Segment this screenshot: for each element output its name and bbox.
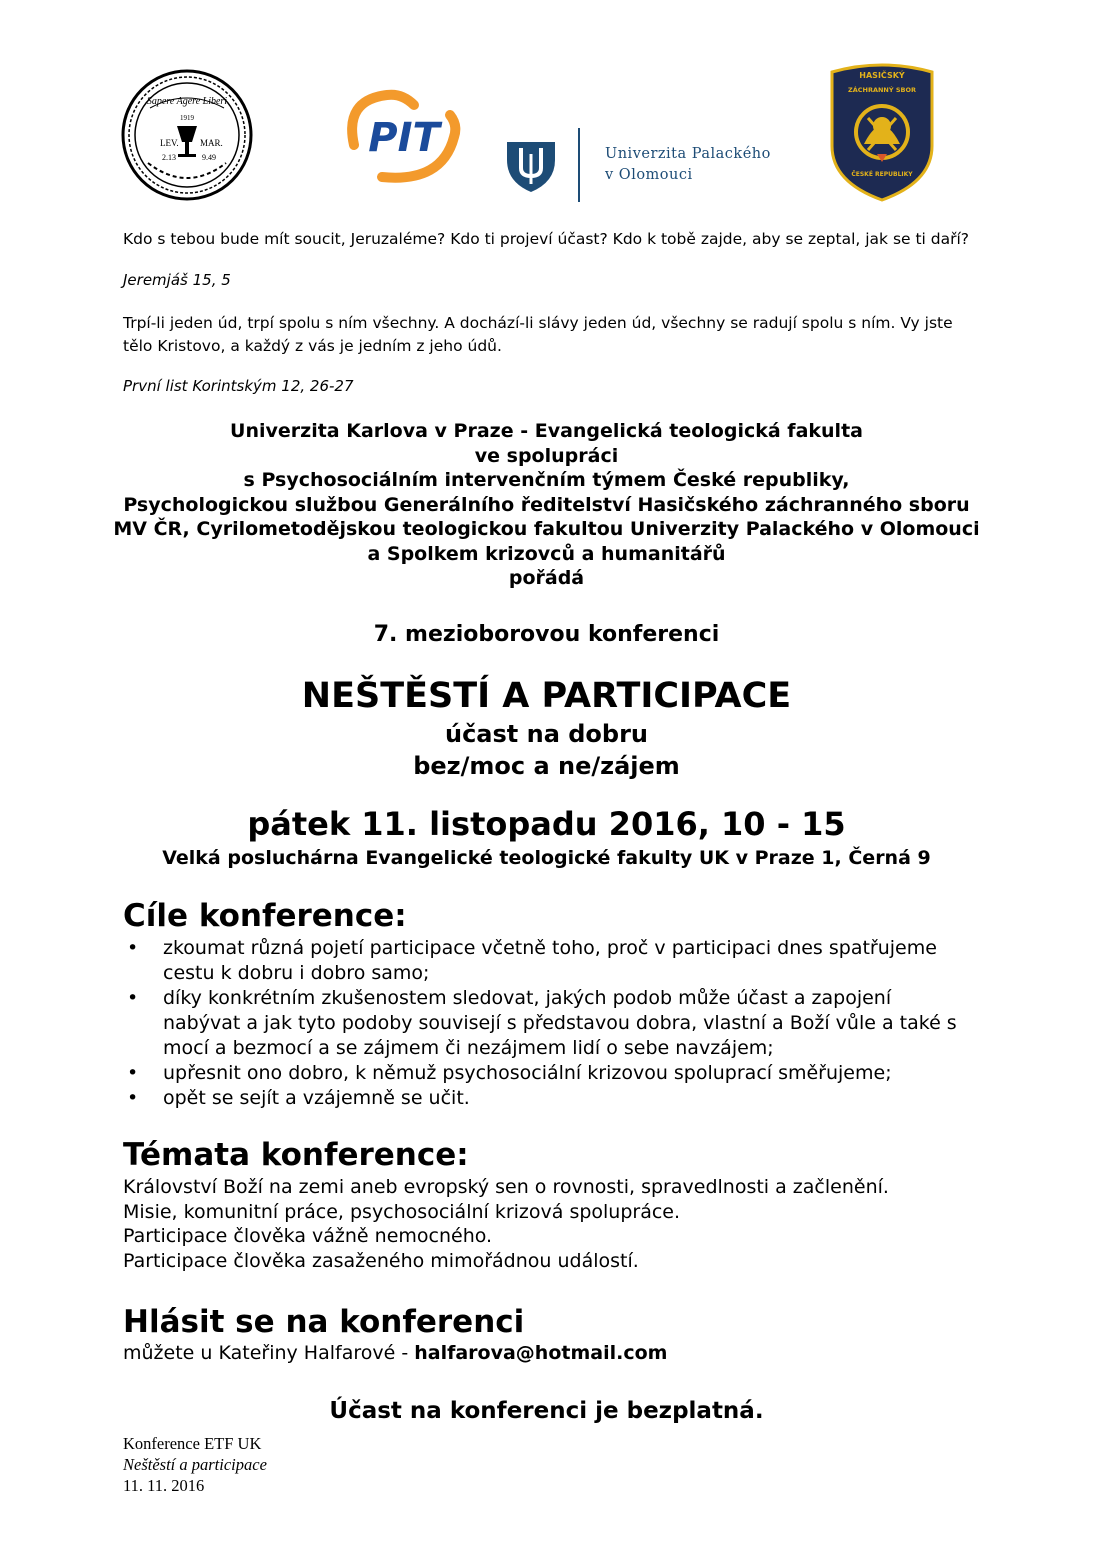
svg-text:LEV.: LEV.	[160, 138, 179, 148]
citation-1: Jeremjáš 15, 5	[123, 271, 231, 289]
hzs-bottom-text: ČESKÉ REPUBLIKY	[851, 171, 913, 178]
footer-line1: Konference ETF UK	[123, 1434, 262, 1453]
list-item: • díky konkrétním zkušenostem sledovat, jakých podob může účast a zapojení nabývat a jak tyto podoby souvisejí s představou dobra, vlastní a Boží vůle a také s mocí a bezmocí a se zájmem či nezájmem lidí o sebe navzájem;	[123, 986, 973, 1061]
organizer-line: a Spolkem krizovců a humanitářů	[367, 542, 726, 565]
pit-logo	[342, 85, 467, 185]
hzs-badge-logo	[828, 58, 936, 203]
conference-venue: Velká posluchárna Evangelické teologické fakulty UK v Praze 1, Černá 9	[162, 847, 931, 869]
organizer-line: Psychologickou službou Generálního ředitelství Hasičského záchranného sboru	[123, 493, 970, 516]
upol-divider	[578, 128, 580, 202]
organizer-line: ve spolupráci	[474, 444, 619, 467]
svg-text:PIT: PIT	[368, 115, 440, 161]
svg-text:9.49: 9.49	[202, 153, 216, 162]
registration-section	[123, 1304, 667, 1364]
hzs-mid-text: ZÁCHRANNÝ SBOR	[847, 86, 917, 94]
conference-date: pátek 11. listopadu 2016, 10 - 15	[247, 805, 846, 843]
etf-seal-logo	[120, 68, 254, 202]
svg-text:1919: 1919	[180, 114, 194, 122]
svg-text:MAR.: MAR.	[200, 138, 223, 148]
organizer-line: pořádá	[508, 567, 585, 589]
conference-tagline-2: bez/moc a ne/zájem	[413, 752, 680, 780]
list-item: • zkoumat různá pojetí participace včetně toho, proč v participaci dnes spatřujeme cestu k dobru i dobro samo;	[123, 936, 973, 986]
hzs-top-text: HASIČSKÝ	[859, 71, 905, 80]
themes-section	[123, 1137, 889, 1273]
organizer-line: Univerzita Karlova v Praze - Evangelická teologická fakulta	[230, 420, 863, 442]
registration-line	[123, 1342, 667, 1364]
list-item: • opět se sejít a vzájemně se učit.	[123, 1086, 973, 1111]
theme-item: Království Boží na zemi aneb evropský sen o rovnosti, spravedlnosti a začlenění.	[123, 1176, 889, 1198]
footer-line2: Neštěstí a participace	[123, 1455, 267, 1474]
theme-item: Participace člověka vážně nemocného.	[123, 1225, 493, 1247]
footer	[123, 1433, 267, 1496]
free-notice: Účast na konferenci je bezplatná.	[329, 1398, 764, 1424]
conference-subtitle: 7. mezioborovou konferenci	[373, 622, 720, 647]
verse-1: Kdo s tebou bude mít soucit, Jeruzaléme? Kdo ti projeví účast? Kdo k tobě zajde, aby se zeptal, jak se ti daří?	[123, 230, 970, 248]
registration-email-link[interactable]: halfarova@hotmail.com	[414, 1342, 668, 1364]
goals-list	[123, 936, 973, 1111]
organizer-line: s Psychosociálním intervenčním týmem České republiky,	[243, 469, 850, 491]
footer-line3: 11. 11. 2016	[123, 1476, 205, 1495]
upol-line2: v Olomouci	[605, 167, 693, 183]
svg-text:Sapere Agere Liberi: Sapere Agere Liberi	[146, 96, 228, 107]
verse-2: Trpí-li jeden úd, trpí spolu s ním všechny. A dochází-li slávy jeden úd, všechny se radují spolu s ním. Vy jste tělo Kristovo, a každý z vás je jedním z jeho údů.	[123, 314, 953, 355]
registration-text: můžete u Kateřiny Halfarové -	[123, 1342, 415, 1364]
organizer-line: MV ČR, Cyrilometodějskou teologickou fakultou Univerzity Palackého v Olomouci	[113, 518, 980, 540]
theme-item: Misie, komunitní práce, psychosociální krizová spolupráce.	[123, 1200, 681, 1223]
upol-shield-icon	[505, 138, 557, 194]
upol-logo-text	[605, 144, 771, 186]
goals-heading: Cíle konference:	[123, 898, 407, 934]
organizers-block	[0, 419, 1093, 591]
registration-heading: Hlásit se na konferenci	[123, 1304, 525, 1340]
svg-text:2.13: 2.13	[162, 153, 176, 162]
conference-title: NEŠTĚSTÍ A PARTICIPACE	[301, 676, 792, 716]
themes-heading: Témata konference:	[123, 1137, 469, 1173]
citation-2: První list Korintským 12, 26-27	[123, 377, 354, 395]
upol-line1: Univerzita Palackého	[605, 146, 771, 162]
goals-section	[123, 898, 973, 1111]
list-item: • upřesnit ono dobro, k němuž psychosociální krizovou spoluprací směřujeme;	[123, 1061, 973, 1086]
theme-item: Participace člověka zasaženého mimořádnou událostí.	[123, 1249, 639, 1272]
conference-tagline-1: účast na dobru	[444, 720, 649, 748]
